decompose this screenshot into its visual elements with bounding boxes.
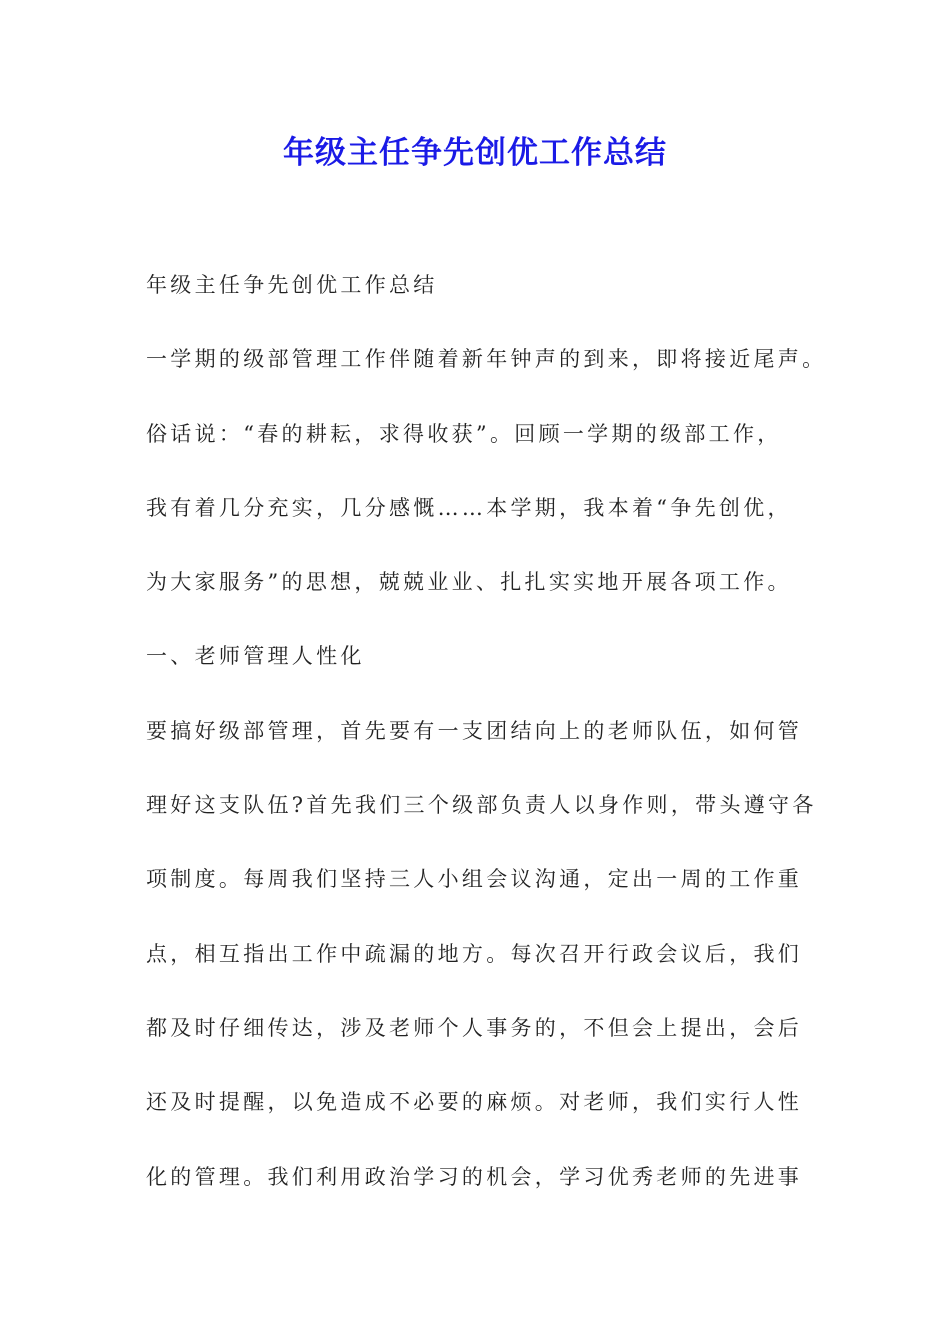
- document-body: [146, 260, 826, 1226]
- paragraph-line: 俗话说：“春的耕耘，求得收获”。回顾一学期的级部工作，: [146, 421, 782, 446]
- section-heading: 一、老师管理人性化: [146, 644, 365, 669]
- paragraph-line: 化的管理。我们利用政治学习的机会，学习优秀老师的先进事: [146, 1164, 803, 1189]
- document-title: 年级主任争先创优工作总结: [283, 135, 667, 171]
- paragraph-line: 一学期的级部管理工作伴随着新年钟声的到来，即将接近尾声。: [146, 347, 827, 372]
- subtitle-line: 年级主任争先创优工作总结: [146, 273, 438, 297]
- paragraph-line: 都及时仔细传达，涉及老师个人事务的，不但会上提出，会后: [146, 1015, 803, 1040]
- paragraph-line: 要搞好级部管理，首先要有一支团结向上的老师队伍，如何管: [146, 718, 803, 743]
- paragraph-line: 我有着几分充实，几分感慨……本学期，我本着“争先创优，: [146, 495, 792, 520]
- paragraph-line: 点，相互指出工作中疏漏的地方。每次召开行政会议后，我们: [146, 941, 803, 966]
- paragraph-line: 项制度。每周我们坚持三人小组会议沟通，定出一周的工作重: [146, 867, 803, 892]
- paragraph-line: 理好这支队伍?首先我们三个级部负责人以身作则，带头遵守各: [146, 793, 817, 818]
- paragraph-line: 还及时提醒，以免造成不必要的麻烦。对老师，我们实行人性: [146, 1090, 803, 1115]
- paragraph-line: 为大家服务”的思想，兢兢业业、扎扎实实地开展各项工作。: [146, 570, 792, 595]
